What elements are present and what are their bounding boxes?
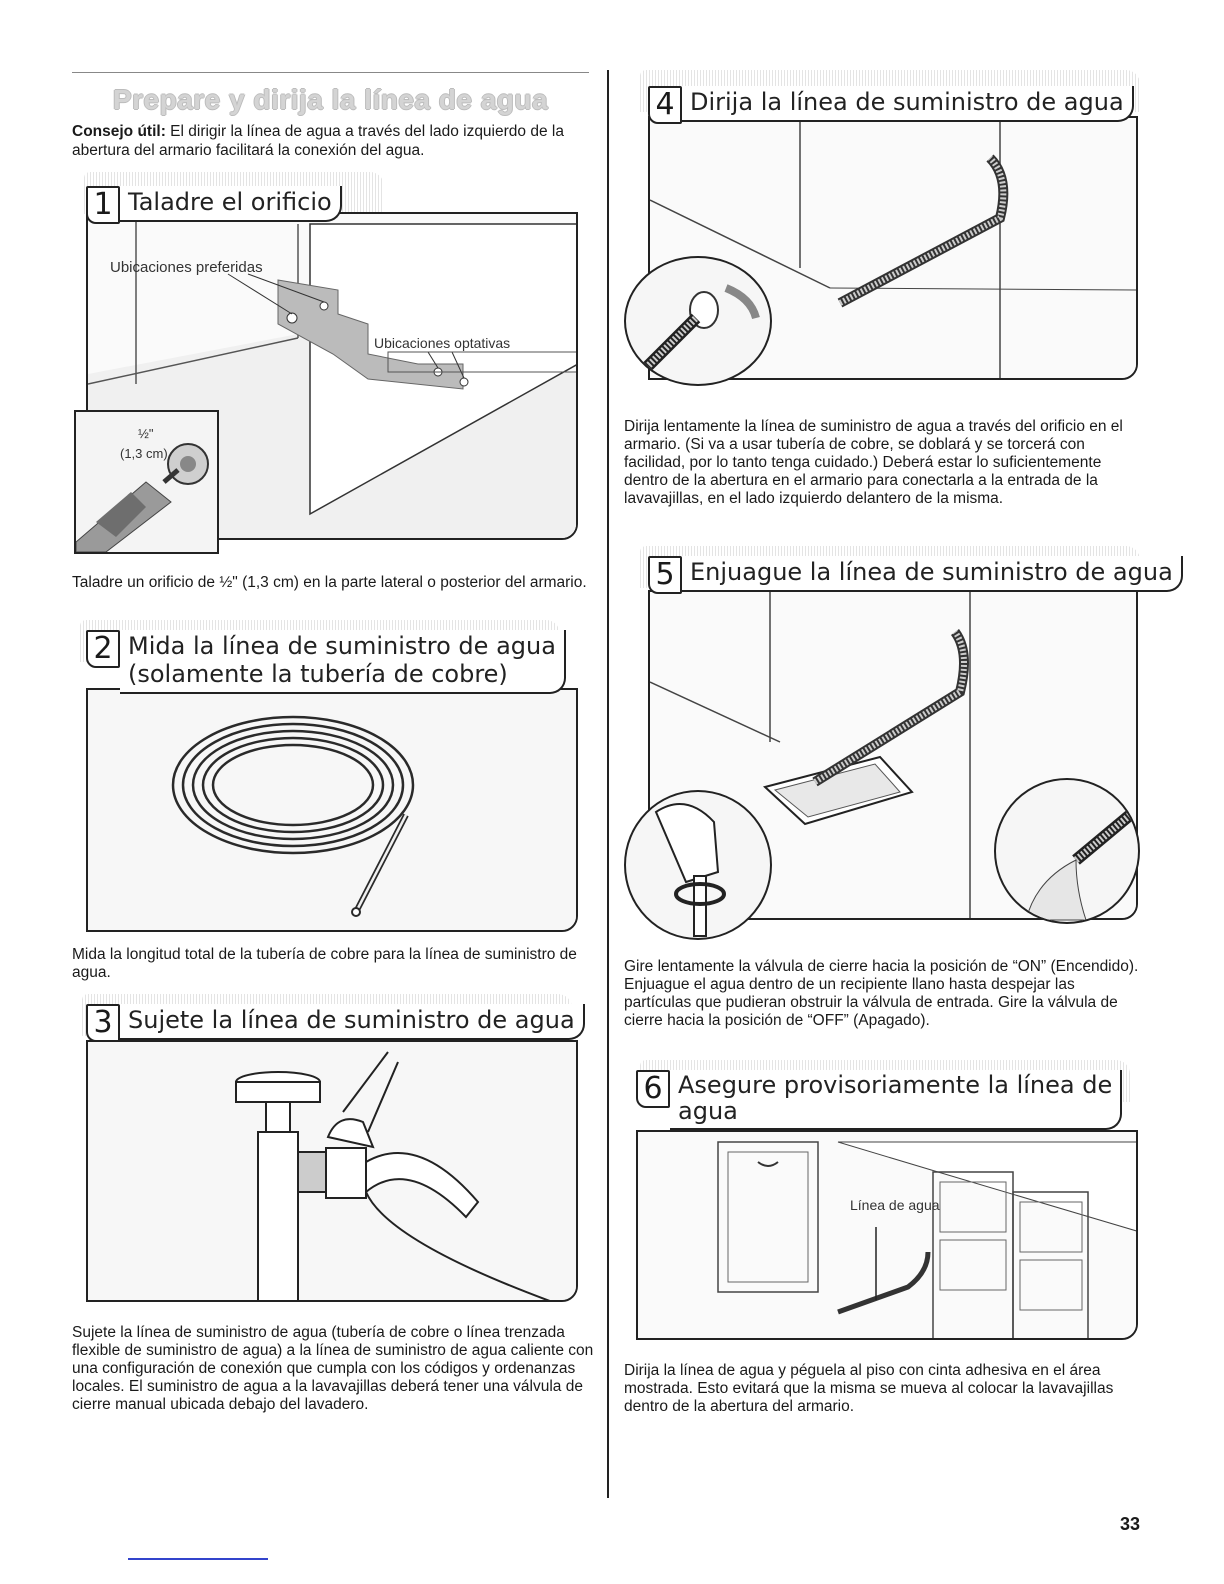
step-2-title-line-2: (solamente la tubería de cobre)	[128, 660, 508, 688]
step-6-illustration	[636, 1130, 1138, 1340]
hose-through-hole-icon	[626, 258, 770, 384]
step-5-header	[648, 556, 1183, 594]
step-6-title	[670, 1070, 1122, 1130]
label-size-inches: ½"	[138, 426, 154, 441]
top-rule	[72, 72, 589, 73]
step-6-header	[636, 1070, 1122, 1130]
step-1-number: 1	[86, 186, 120, 224]
step-3-header	[86, 1004, 585, 1042]
step-4-header	[648, 86, 1134, 124]
step-3-illustration	[86, 1040, 578, 1302]
step-2-illustration	[86, 688, 578, 932]
copper-tubing-coil-illustration	[88, 690, 578, 932]
step-2-caption: Mida la longitud total de la tubería de cobre para la línea de suministro de agua.	[72, 946, 577, 981]
step-5-water-inset	[994, 778, 1140, 924]
step-5-title: Enjuague la línea de suministro de agua	[682, 556, 1183, 592]
tip-label: Consejo útil:	[72, 123, 166, 140]
step-2-title	[120, 630, 566, 694]
step-6-caption: Dirija la línea de agua y péguela al piso con cinta adhesiva en el área mostrada. Esto evitará que la misma se mueva al colocar la lavavajillas dentro de la abertura del armario.	[624, 1362, 1114, 1415]
tip-paragraph	[72, 122, 592, 160]
shutoff-valve-hand-icon	[626, 792, 770, 938]
label-preferred-locations: Ubicaciones preferidas	[110, 259, 263, 276]
step-1-title: Taladre el orificio	[120, 186, 342, 222]
step-2-title-line-1: Mida la línea de suministro de agua	[128, 632, 556, 660]
step-5-valve-inset	[624, 790, 772, 940]
step-3-caption: Sujete la línea de suministro de agua (tubería de cobre o línea trenzada flexible de suministro de agua) a la línea de suministro de agua caliente con una configuración de conexión que cumpla con los códigos y ordenanzas locales. El suministro de agua a la lavavajillas deberá tener una válvula de cierre manual ubicada debajo del lavadero.	[72, 1324, 594, 1413]
step-6-number: 6	[636, 1070, 670, 1108]
page-number: 33	[1120, 1514, 1141, 1534]
label-water-line: Línea de agua	[850, 1197, 940, 1213]
step-1-caption: Taladre un orificio de ½" (1,3 cm) en la parte lateral o posterior del armario.	[72, 574, 587, 591]
column-divider	[607, 70, 609, 1498]
label-optional-locations: Ubicaciones optativas	[374, 335, 511, 351]
step-2-number: 2	[86, 630, 120, 668]
bottom-link-underline	[128, 1558, 268, 1560]
secure-water-line-illustration	[638, 1132, 1138, 1340]
step-3-number: 3	[86, 1004, 120, 1042]
step-4-inset	[624, 256, 772, 386]
step-6-title-line-2: agua	[678, 1097, 738, 1125]
drill-inset	[74, 410, 219, 554]
step-3-title: Sujete la línea de suministro de agua	[120, 1004, 585, 1040]
step-4-caption: Dirija lentamente la línea de suministro de agua a través del orificio en el armario. (Si va a usar tubería de cobre, se doblará y se torcerá con facilidad, por lo tanto tenga cuidado.) Deberá estar lo suficientemente dentro de la abertura en el armario para conectarla a la entrada de la lavavajillas, en el lado izquierdo delantero de la misma.	[624, 418, 1123, 507]
step-4-number: 4	[648, 86, 682, 124]
valve-connection-illustration	[88, 1042, 578, 1302]
step-6-title-line-1: Asegure provisoriamente la línea de	[678, 1071, 1113, 1099]
flushing-water-icon	[996, 780, 1138, 922]
drill-icon	[76, 412, 217, 552]
step-4-title: Dirija la línea de suministro de agua	[682, 86, 1134, 122]
step-5-caption: Gire lentamente la válvula de cierre hacia la posición de “ON” (Encendido). Enjuague el agua dentro de un recipiente llano hasta despejar las partículas que pudieran obstruir la válvula de entrada. Gire la válvula de cierre hacia la posición de “OFF” (Apagado).	[624, 958, 1139, 1029]
section-title: Prepare y dirija la línea de agua	[112, 84, 549, 115]
tip-text: El dirigir la línea de agua a través del lado izquierdo de la abertura del armario facilitará la conexión del agua.	[72, 123, 564, 159]
label-size-cm: (1,3 cm)	[120, 446, 168, 461]
step-2-header	[86, 630, 566, 694]
step-1-header	[86, 186, 342, 224]
step-5-number: 5	[648, 556, 682, 594]
